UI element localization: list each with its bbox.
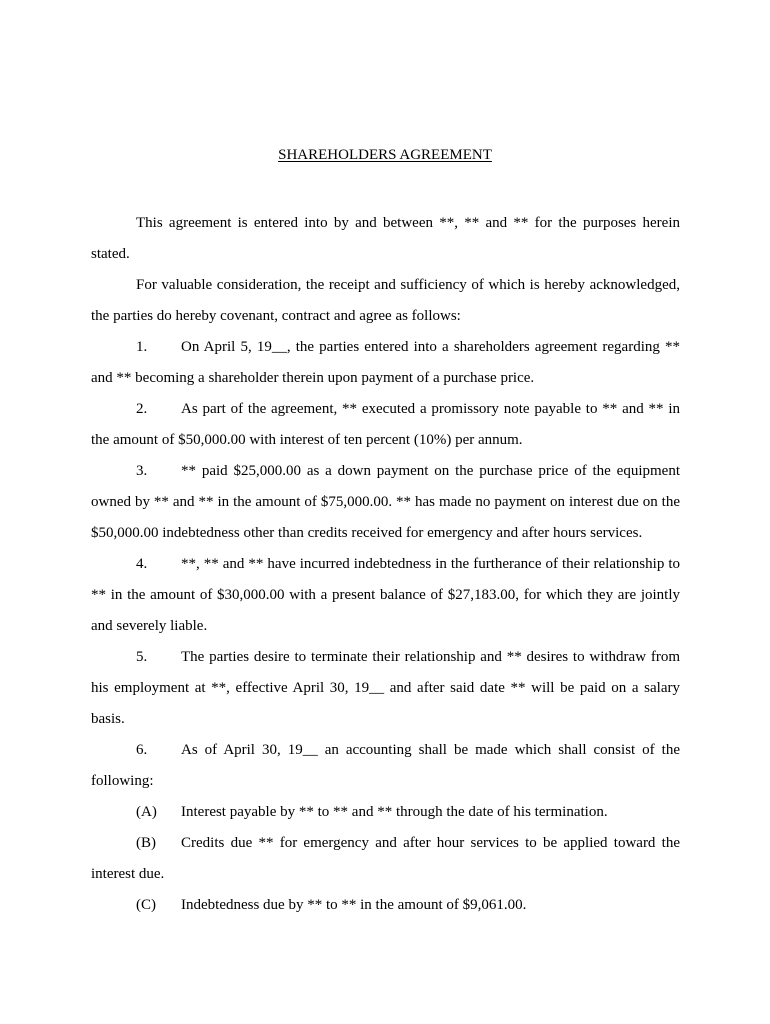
clause-number: 1. <box>136 339 148 355</box>
clause-1 <box>91 332 680 394</box>
subclause-text: Credits due ** for emergency and after hour services to be applied toward the interest due. <box>91 835 680 882</box>
clause-text: The parties desire to terminate their relationship and ** desires to withdraw from his employment at **, effective April 30, 19__ and after said date ** will be paid on a salary basis. <box>91 649 680 727</box>
clause-number: 6. <box>136 742 148 758</box>
clause-number: 3. <box>136 463 148 479</box>
clause-number: 2. <box>136 401 148 417</box>
clause-3 <box>91 456 680 549</box>
subclause-a <box>91 797 680 828</box>
consideration-paragraph: For valuable consideration, the receipt and sufficiency of which is hereby acknowledged, the parties do hereby covenant, contract and agree as follows: <box>91 277 680 324</box>
clause-text: ** paid $25,000.00 as a down payment on the purchase price of the equipment owned by ** and ** in the amount of $75,000.00. ** has made no payment on interest due on the $50,000.00 indebtedness other than credits received for emergency and after hours services. <box>91 463 680 541</box>
subclause-number: (C) <box>136 897 156 913</box>
intro-paragraph: This agreement is entered into by and between **, ** and ** for the purposes herein stated. <box>91 215 680 262</box>
subclause-text: Interest payable by ** to ** and ** through the date of his termination. <box>181 804 608 820</box>
clause-4 <box>91 549 680 642</box>
clause-2 <box>91 394 680 456</box>
clause-text: On April 5, 19__, the parties entered into a shareholders agreement regarding ** and ** becoming a shareholder therein upon payment of a purchase price. <box>91 339 680 386</box>
clause-number: 5. <box>136 649 148 665</box>
subclause-b <box>91 828 680 890</box>
subclause-c <box>91 890 680 921</box>
subclause-number: (B) <box>136 835 156 851</box>
document-title: SHAREHOLDERS AGREEMENT <box>278 147 492 163</box>
clause-text: As of April 30, 19__ an accounting shall be made which shall consist of the following: <box>91 742 680 789</box>
clause-5 <box>91 642 680 735</box>
clause-text: **, ** and ** have incurred indebtedness in the furtherance of their relationship to ** in the amount of $30,000.00 with a present balance of $27,183.00, for which they are jointly and severely liable. <box>91 556 680 634</box>
subclause-number: (A) <box>136 804 157 820</box>
subclause-text: Indebtedness due by ** to ** in the amount of $9,061.00. <box>181 897 527 913</box>
clause-number: 4. <box>136 556 148 572</box>
clause-6 <box>91 735 680 797</box>
clause-text: As part of the agreement, ** executed a promissory note payable to ** and ** in the amount of $50,000.00 with interest of ten percent (10%) per annum. <box>91 401 680 448</box>
document-body <box>91 208 680 921</box>
